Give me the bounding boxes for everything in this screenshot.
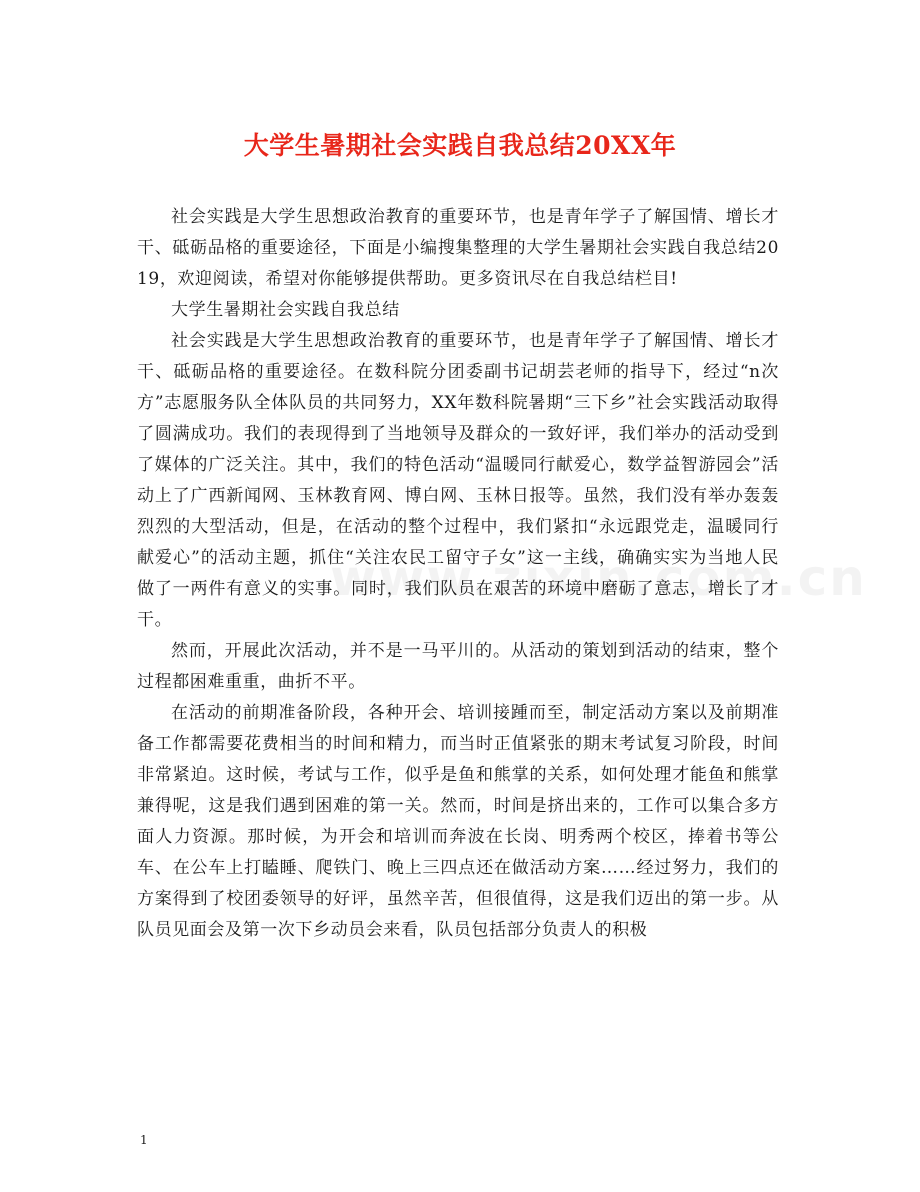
section-heading: 大学生暑期社会实践自我总结	[171, 300, 400, 320]
intro-paragraph: 社会实践是大学生思想政治教育的重要环节，也是青年学子了解国情、增长才干、砥砺品格的重要途径，下面是小编搜集整理的大学生暑期社会实践自我总结2019，欢迎阅读，希望对你能够提供帮助。更多资讯尽在自我总结栏目!	[137, 207, 779, 289]
body-paragraph: 然而，开展此次活动，并不是一马平川的。从活动的策划到活动的结束，整个过程都困难重重，曲折不平。	[137, 641, 779, 692]
body-paragraph: 在活动的前期准备阶段，各种开会、培训接踵而至，制定活动方案以及前期准备工作都需要花费相当的时间和精力，而当时正值紧张的期末考试复习阶段，时间非常紧迫。这时候，考试与工作，似乎是鱼和熊掌的关系，如何处理才能鱼和熊掌兼得呢，这是我们遇到困难的第一关。然而，时间是挤出来的，工作可以集合多方面人力资源。那时候，为开会和培训而奔波在长岗、明秀两个校区，捧着书等公车、在公车上打瞌睡、爬铁门、晚上三四点还在做活动方案……经过努力，我们的方案得到了校团委领导的好评，虽然辛苦，但很值得，这是我们迈出的第一步。从队员见面会及第一次下乡动员会来看，队员包括部分负责人的积极	[137, 703, 779, 940]
document-title: 大学生暑期社会实践自我总结20XX年	[243, 131, 677, 160]
body-paragraph: 社会实践是大学生思想政治教育的重要环节，也是青年学子了解国情、增长才干、砥砺品格的重要途径。在数科院分团委副书记胡芸老师的指导下，经过“n次方”志愿服务队全体队员的共同努力，XX年数科院暑期“三下乡”社会实践活动取得了圆满成功。我们的表现得到了当地领导及群众的一致好评，我们举办的活动受到了媒体的广泛关注。其中，我们的特色活动“温暖同行献爱心，数学益智游园会”活动上了广西新闻网、玉林教育网、博白网、玉林日报等。虽然，我们没有举办轰轰烈烈的大型活动，但是，在活动的整个过程中，我们紧扣“永远跟党走，温暖同行献爱心”的活动主题，抓住“关注农民工留守子女”这一主线，确确实实为当地人民做了一两件有意义的实事。同时，我们队员在艰苦的环境中磨砺了意志，增长了才干。	[137, 331, 779, 630]
page-number: 1	[140, 1133, 148, 1147]
document-body	[137, 202, 779, 946]
